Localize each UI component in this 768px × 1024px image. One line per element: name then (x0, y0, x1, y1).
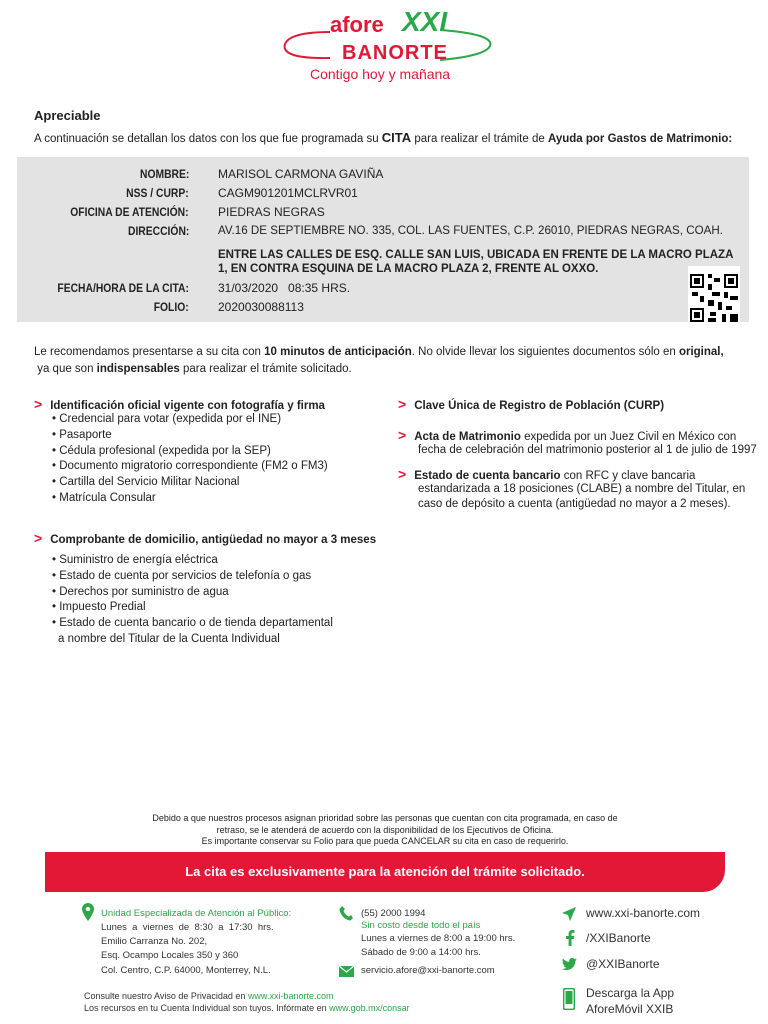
folio-label: FOLIO: (154, 300, 189, 314)
phone-icon (339, 905, 353, 921)
qr-code (688, 266, 740, 326)
logo-xxi-text: XXI (402, 6, 448, 37)
unidad-label: Unidad Especializada de Atención al Público: (101, 908, 292, 919)
notice-line-3: Es importante conservar su Folio para que pueda CANCELAR su cita en caso de requerirlo. (201, 836, 569, 846)
fecha-label: FECHA/HORA DE LA CITA: (57, 281, 189, 295)
logo-tagline: Contigo hoy y mañana (310, 66, 451, 82)
phone-number: (55) 2000 1994 (361, 908, 426, 919)
intro-cita: CITA (381, 130, 412, 145)
unidad-horario: Lunes a viernes de 8:30 a 17:30 hrs. (101, 922, 274, 933)
appointment-info-box (17, 157, 749, 322)
twitter-icon (562, 958, 577, 970)
estado-cuenta-text-1: con RFC y clave bancaria (560, 470, 696, 482)
list-item: • Impuesto Predial (52, 600, 333, 616)
chevron-right-icon: > (34, 530, 43, 546)
list-item: • Derechos por suministro de agua (52, 585, 333, 601)
list-item: • Matrícula Consular (52, 491, 328, 507)
afore-banorte-logo (270, 4, 500, 84)
reco-part-b: 10 minutos de anticipación (264, 346, 412, 358)
notice-line-1: Debido a que nuestros procesos asignan prioridad sobre las personas que cuentan con cita programada, en caso de (152, 813, 618, 823)
id-section-title-text: Identificación oficial vigente con fotografía y firma (50, 400, 325, 412)
notice-text (90, 813, 680, 848)
domicilio-documents-list (52, 553, 333, 648)
consar-link[interactable]: www.gob.mx/consar (329, 1003, 410, 1013)
acta-text-1: expedida por un Juez Civil en México con (520, 431, 737, 443)
address-line-3: Col. Centro, C.P. 64000, Monterrey, N.L. (101, 965, 271, 976)
twitter-handle: @XXIBanorte (586, 957, 660, 971)
reco-part-a: Le recomendamos presentarse a su cita con (34, 346, 265, 358)
logo-banorte-text: BANORTE (342, 42, 448, 64)
app-download-text: Descarga la App (586, 986, 675, 1000)
domicilio-section-title-text: Comprobante de domicilio, antigüedad no mayor a 3 meses (50, 534, 377, 546)
sin-costo-text: Sin costo desde todo el país (361, 920, 481, 931)
address-line-2: Esq. Ocampo Locales 350 y 360 (101, 950, 239, 961)
curp-section-title-text: Clave Única de Registro de Población (CURP) (414, 400, 665, 412)
direccion-label: DIRECCIÓN: (127, 224, 189, 238)
list-item: • Pasaporte (52, 428, 328, 444)
consar-text: Los recursos en tu Cuenta Individual son tuyos. Infórmate en (84, 1003, 330, 1013)
list-item: • Suministro de energía eléctrica (52, 553, 333, 569)
entre-calles-line1: ENTRE LAS CALLES DE ESQ. CALLE SAN LUIS, UBICADA EN FRENTE DE LA MACRO PLAZA (218, 249, 734, 261)
consar-line (84, 1001, 410, 1016)
acta-section-title (398, 427, 736, 443)
chevron-right-icon: > (34, 396, 43, 412)
privacy-text: Consulte nuestro Aviso de Privacidad en (84, 991, 248, 1001)
cursor-arrow-icon (562, 907, 576, 921)
horario-sabado: Sábado de 9:00 a 14:00 hrs. (361, 947, 481, 958)
reco-part-g: para realizar el trámite solicitado. (179, 363, 352, 375)
chevron-right-icon: > (398, 427, 407, 443)
id-section-title (34, 396, 325, 412)
oficina-label: OFICINA DE ATENCIÓN: (70, 205, 189, 219)
website-link: www.xxi-banorte.com (586, 906, 701, 920)
greeting: Apreciable (34, 108, 101, 123)
horario-lv: Lunes a viernes de 8:00 a 19:00 hrs. (361, 933, 516, 944)
curp-section-title (398, 396, 664, 412)
facebook-handle: /XXIBanorte (586, 931, 651, 945)
reco-part-c: . No olvide llevar los siguientes documentos sólo en (411, 346, 679, 358)
notice-line-2: retraso, se le atenderá de acuerdo con la disponibilidad de los Ejecutivos de Oficina. (216, 824, 554, 835)
reco-part-f: indispensables (96, 363, 180, 375)
email-icon (339, 966, 354, 977)
privacy-link[interactable]: www.xxi-banorte.com (247, 991, 334, 1001)
recommendation-text (34, 344, 754, 378)
acta-section-title-text: Acta de Matrimonio (414, 431, 521, 443)
facebook-icon (565, 930, 575, 946)
fecha-value: 31/03/2020 08:35 HRS. (218, 281, 351, 295)
estado-cuenta-title-text: Estado de cuenta bancario (414, 470, 561, 482)
list-item: • Estado de cuenta bancario o de tienda departamental (52, 616, 333, 632)
chevron-right-icon: > (398, 396, 407, 412)
direccion-value: AV.16 DE SEPTIEMBRE NO. 335, COL. LAS FUENTES, C.P. 26010, PIEDRAS NEGRAS, COAH. (218, 224, 723, 237)
nombre-label: NOMBRE: (139, 167, 189, 181)
list-item: • Credencial para votar (expedida por el INE) (52, 412, 328, 428)
address-line-1: Emilio Carranza No. 202, (101, 936, 208, 947)
id-documents-list (52, 412, 328, 507)
list-item: • Estado de cuenta por servicios de telefonía o gas (52, 569, 333, 585)
intro-text (34, 130, 732, 145)
list-item: • Documento migratorio correspondiente (FM2 o FM3) (52, 459, 328, 475)
list-item-continuation: a nombre del Titular de la Cuenta Individual (58, 632, 280, 645)
email-address: servicio.afore@xxi-banorte.com (361, 965, 495, 976)
reco-part-e: ya que son (37, 363, 97, 375)
chevron-right-icon: > (398, 466, 407, 482)
nombre-value: MARISOL CARMONA GAVIÑA (218, 167, 384, 181)
intro-part1: A continuación se detallan los datos con los que fue programada su (34, 133, 382, 145)
mobile-phone-icon (563, 988, 575, 1010)
folio-value: 2020030088113 (218, 300, 304, 314)
estado-cuenta-text-3: caso de depósito a cuenta (antigüedad no mayor a 2 meses). (418, 498, 731, 510)
nss-value: CAGM901201MCLRVR01 (218, 186, 358, 200)
app-name: AforeMóvil XXIB (586, 1002, 674, 1016)
nss-label: NSS / CURP: (126, 186, 189, 200)
list-item: • Cédula profesional (expedida por la SEP) (52, 444, 328, 460)
location-pin-icon (82, 903, 94, 921)
domicilio-section-title (34, 530, 376, 546)
reco-part-d: original, (678, 346, 724, 358)
intro-tramite: Ayuda por Gastos de Matrimonio: (547, 133, 733, 145)
estado-cuenta-text-2: estandarizada a 18 posiciones (CLABE) a nombre del Titular, en (418, 483, 746, 495)
qr-code-graphic (688, 266, 740, 326)
acta-text-2: fecha de celebración del matrimonio posterior al 1 de julio de 1997 (418, 444, 757, 456)
intro-part2: para realizar el trámite de (411, 133, 548, 145)
oficina-value: PIEDRAS NEGRAS (218, 205, 325, 219)
logo-afore-text: afore (330, 12, 384, 37)
list-item: • Cartilla del Servicio Militar Nacional (52, 475, 328, 491)
estado-cuenta-section-title (398, 466, 695, 482)
exclusive-banner: La cita es exclusivamente para la atención del trámite solicitado. (45, 852, 725, 892)
entre-calles-line2: 1, EN CONTRA ESQUINA DE LA MACRO PLAZA 2, FRENTE AL OXXO. (218, 263, 599, 275)
